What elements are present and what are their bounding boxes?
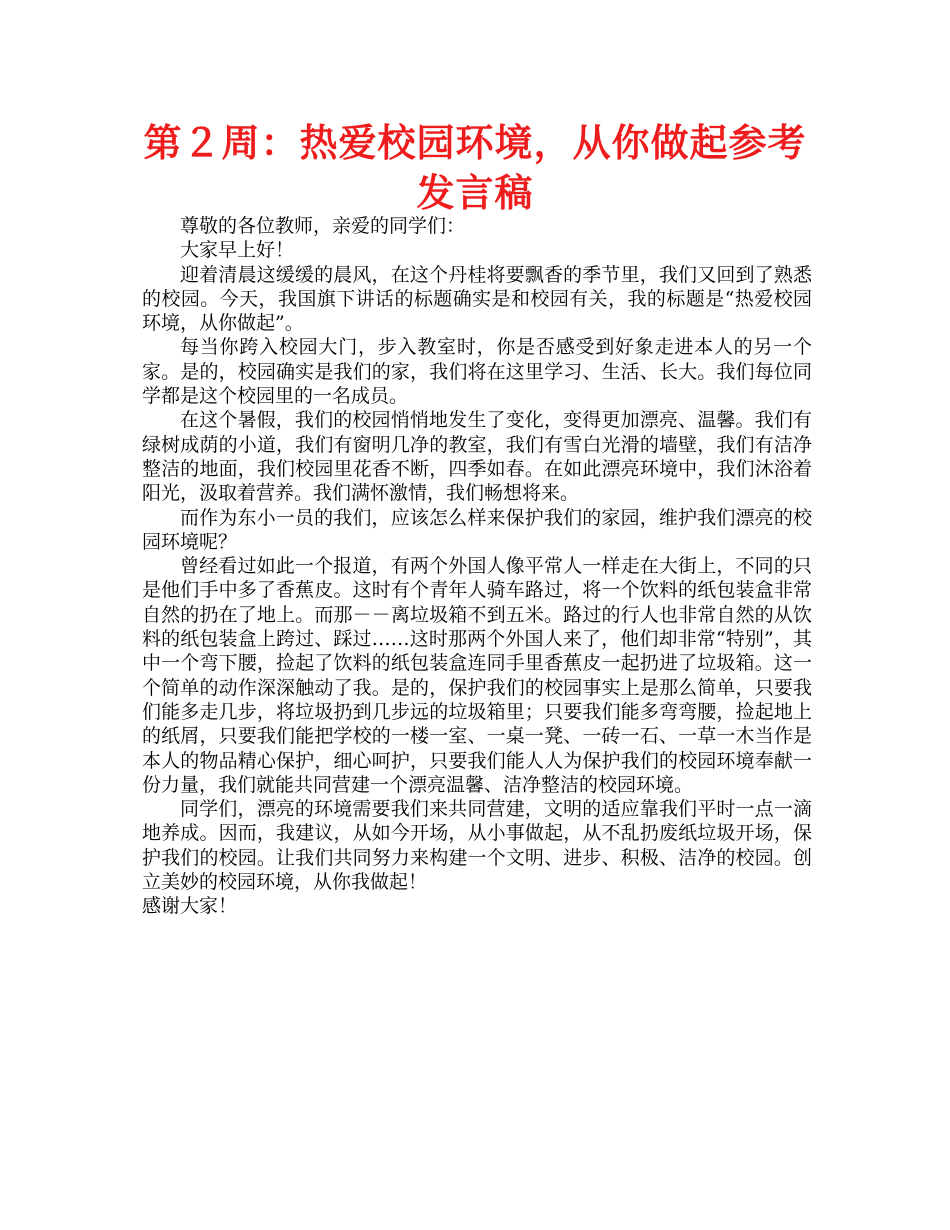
salutation-paragraph: 尊敬的各位教师，亲爱的同学们：: [180, 215, 466, 237]
body-paragraph: 在这个暑假，我们的校园悄悄地发生了变化，变得更加漂亮、温馨。我们有绿树成荫的小道，我们有窗明几净的教室，我们有雪白光滑的墙壁，我们有洁净整洁的地面，我们校园里花香不断，四季如春。在如此漂亮环境中，我们沐浴着阳光，汲取着营养。我们满怀激情，我们畅想将来。: [142, 409, 812, 505]
greeting-paragraph: 大家早上好！: [180, 239, 295, 262]
body-paragraph: 曾经看过如此一个报道，有两个外国人像平常人一样走在大街上，不同的只是他们手中多了香蕉皮。这时有个青年人骑车路过，将一个饮料的纸包装盒非常自然的扔在了地上。而那－－离垃圾箱不到五米。路过的行人也非常自然的从饮料的纸包装盒上跨过、踩过……这时那两个外国人来了，他们却非常“特别”，其中一个弯下腰，捡起了饮料的纸包装盒连同手里香蕉皮一起扔进了垃圾箱。这一个简单的动作深深触动了我。是的，保护我们的校园事实上是那么简单，只要我们能多走几步，将垃圾扔到几步远的垃圾箱里；只要我们能多弯弯腰，捡起地上的纸屑，只要我们能把学校的一楼一室、一桌一凳、一砖一石、一草一木当作是本人的物品精心保护，细心呵护，只要我们能人人为保护我们的校园环境奉献一份力量，我们就能共同营建一个漂亮温馨、洁净整洁的校园环境。: [142, 555, 812, 796]
document-body: [142, 214, 812, 919]
body-paragraph: 同学们，漂亮的环境需要我们来共同营建，文明的适应靠我们平时一点一滴地养成。因而，我建议，从如今开场，从小事做起，从不乱扔废纸垃圾开场，保护我们的校园。让我们共同努力来构建一个文明、进步、积极、洁净的校园。创立美妙的校园环境，从你我做起！: [142, 798, 812, 894]
body-paragraph: 迎着清晨这缓缓的晨风，在这个丹桂将要飘香的季节里，我们又回到了熟悉的校园。今天，我国旗下讲话的标题确实是和校园有关，我的标题是“热爱校园环境，从你做起”。: [142, 263, 812, 335]
body-paragraph: 每当你跨入校园大门，步入教室时，你是否感受到好象走进本人的另一个家。是的，校园确实是我们的家，我们将在这里学习、生活、长大。我们每位同学都是这个校园里的一名成员。: [142, 336, 812, 408]
body-paragraph: 而作为东小一员的我们，应该怎么样来保护我们的家园，维护我们漂亮的校园环境呢？: [142, 506, 812, 553]
closing-paragraph: 感谢大家！: [142, 895, 238, 918]
document-title: 第２周：热爱校园环境，从你做起参考发言稿: [143, 121, 807, 215]
